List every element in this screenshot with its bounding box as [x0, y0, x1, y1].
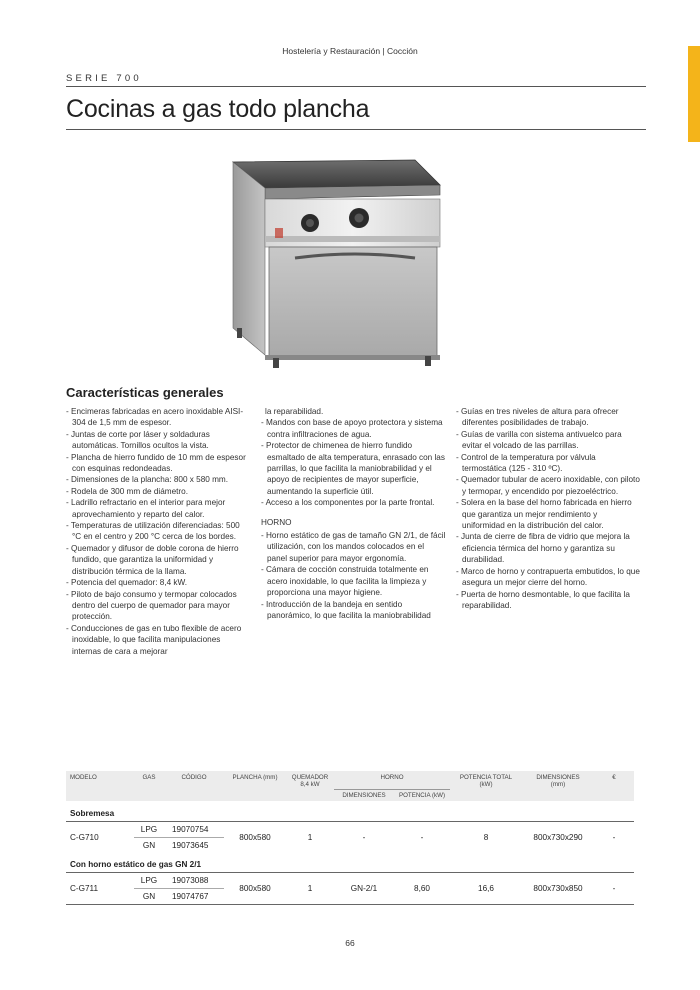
oven-dimensions-cell: - — [362, 833, 366, 843]
plate-cell: 800x580 — [239, 833, 271, 843]
feature-item: - Conducciones de gas en tubo flexible de acero inoxidable, lo que facilita manipulaciones internas de cara a mejorar — [66, 623, 251, 657]
page-header: Hostelería y Restauración | Cocción — [282, 46, 418, 56]
price-cell: - — [594, 872, 634, 904]
col-header-burner-label: QUEMADOR — [291, 774, 329, 781]
code-cell: 19074767 — [164, 888, 224, 904]
feature-item: - Dimensiones de la plancha: 800 x 580 mm. — [66, 474, 251, 485]
feature-item: - Control de la temperatura por válvula termostática (125 - 310 ºC). — [456, 452, 641, 475]
divider — [66, 86, 646, 87]
code-cell: 19073645 — [172, 841, 209, 851]
oven-power-cell: 8,60 — [394, 872, 450, 904]
table-group-label: Sobremesa — [66, 801, 634, 822]
feature-item: - Quemador tubular de acero inoxidable, con piloto y termopar, y encendido por piezoeléctrico. — [456, 474, 641, 497]
feature-item: - Plancha de hierro fundido de 10 mm de espesor con esquinas redondeadas. — [66, 452, 251, 475]
gas-cell: GN — [134, 888, 164, 904]
dimensions-cell: 800x730x850 — [522, 872, 594, 904]
price-cell: - — [612, 833, 616, 843]
feature-item: - Piloto de bajo consumo y termopar colocados dentro del cuerpo de quemador para mayor protección. — [66, 589, 251, 623]
features-column-2 — [261, 406, 446, 621]
model-cell: C-G711 — [66, 872, 134, 904]
section-heading: Características generales — [66, 385, 224, 400]
feature-item: - Protector de chimenea de hierro fundido esmaltado de alta temperatura, enrasado con las parrillas, lo que facilita la maniobrabilidad y el apoyo de recipientes de mayor superficie, aumentando la superficie útil. — [261, 440, 446, 497]
total-power-cell: 16,6 — [450, 872, 522, 904]
feature-item: - Junta de cierre de fibra de vidrio que mejora la eficiencia térmica del horno y garantiza su durabilidad. — [456, 531, 641, 565]
gas-cell: LPG — [134, 822, 164, 838]
feature-item: - Mandos con base de apoyo protectora y sistema contra infiltraciones de agua. — [261, 417, 446, 440]
col-header-total-power-sub: (kW) — [479, 781, 493, 788]
feature-item: - Ladrillo refractario en el interior para mejor aprovechamiento y reparto del calor. — [66, 497, 251, 520]
code-cell: 19070754 — [164, 822, 224, 838]
dimensions-cell: 800x730x290 — [533, 833, 583, 843]
feature-item: - Horno estático de gas de tamaño GN 2/1, de fácil utilización, con los mandos colocados en el panel superior para mayor ergonomía. — [261, 530, 446, 564]
feature-item: - Guías de varilla con sistema antivuelco para evitar el volcado de las parrillas. — [456, 429, 641, 452]
series-label: SERIE 700 — [66, 73, 142, 84]
feature-item-continuation: la reparabilidad. — [265, 407, 324, 416]
section-tab-marker — [688, 46, 700, 142]
feature-item: - Juntas de corte por láser y soldaduras automáticas. Tornillos ocultos la vista. — [66, 429, 251, 452]
feature-item: - Puerta de horno desmontable, lo que facilita la reparabilidad. — [456, 589, 641, 612]
col-header-gas: GAS — [134, 771, 164, 801]
feature-item: - Quemador y difusor de doble corona de hierro fundido, que garantiza la uniformidad y distribución térmica de la llama. — [66, 543, 251, 577]
specifications-table — [66, 771, 634, 905]
features-column-3 — [456, 406, 641, 611]
feature-item: - Encimeras fabricadas en acero inoxidable AISI-304 de 1,5 mm de espesor. — [66, 406, 251, 429]
feature-item: - Cámara de cocción construida totalmente en acero inoxidable, lo que facilita la limpieza y proporciona una mayor higiene. — [261, 564, 446, 598]
col-header-oven-power: POTENCIA (kW) — [394, 789, 450, 801]
col-header-dimensions-label: DIMENSIONES — [536, 774, 580, 781]
features-column-1 — [66, 406, 251, 657]
page-title: Cocinas a gas todo plancha — [66, 95, 370, 123]
col-header-dimensions — [522, 771, 594, 801]
feature-item: - Guías en tres niveles de altura para ofrecer diferentes posibilidades de trabajo. — [456, 406, 641, 429]
oven-subheading: HORNO — [261, 517, 292, 527]
code-cell: 19073088 — [164, 872, 224, 888]
total-power-cell: 8 — [483, 833, 489, 843]
feature-item: - Introducción de la bandeja en sentido panorámico, lo que facilita la maniobrabilidad — [261, 599, 446, 622]
feature-item: - Potencia del quemador: 8,4 kW. — [66, 577, 251, 588]
col-header-burner — [286, 771, 334, 801]
feature-item: - Acceso a los componentes por la parte frontal. — [261, 497, 446, 508]
col-header-oven-dimensions: DIMENSIONES — [334, 789, 394, 801]
col-header-total-power — [450, 771, 522, 801]
plate-cell: 800x580 — [224, 872, 286, 904]
col-header-oven: HORNO — [334, 771, 450, 789]
feature-item: - Marco de horno y contrapuerta embutidos, lo que asegura un mejor cierre del horno. — [456, 566, 641, 589]
gas-cell: GN — [142, 841, 156, 851]
col-header-code: CÓDIGO — [164, 771, 224, 801]
col-header-total-power-label: POTENCIA TOTAL — [459, 774, 513, 781]
model-cell: C-G710 — [70, 833, 99, 843]
col-header-dimensions-sub: (mm) — [550, 781, 566, 788]
col-header-burner-sub: 8,4 kW — [300, 781, 320, 788]
page-number: 66 — [345, 938, 355, 948]
gas-cell: LPG — [134, 872, 164, 888]
oven-dimensions-cell: GN-2/1 — [334, 872, 394, 904]
feature-item: - Solera en la base del horno fabricada en hierro que garantiza un mejor rendimiento y uniformidad en la distribución del calor. — [456, 497, 641, 531]
feature-item: - Rodela de 300 mm de diámetro. — [66, 486, 251, 497]
col-header-price: € — [594, 771, 634, 801]
col-header-plate: PLANCHA (mm) — [224, 771, 286, 801]
divider — [66, 129, 646, 130]
feature-item: - Temperaturas de utilización diferenciadas: 500 °C en el centro y 200 °C cerca de los bordes. — [66, 520, 251, 543]
burner-cell: 1 — [307, 833, 313, 843]
gas-solid-top-range-image — [225, 150, 450, 370]
oven-power-cell: - — [420, 833, 424, 843]
table-group-label: Con horno estático de gas GN 2/1 — [66, 854, 634, 873]
burner-cell: 1 — [286, 872, 334, 904]
col-header-model: MODELO — [66, 771, 134, 801]
